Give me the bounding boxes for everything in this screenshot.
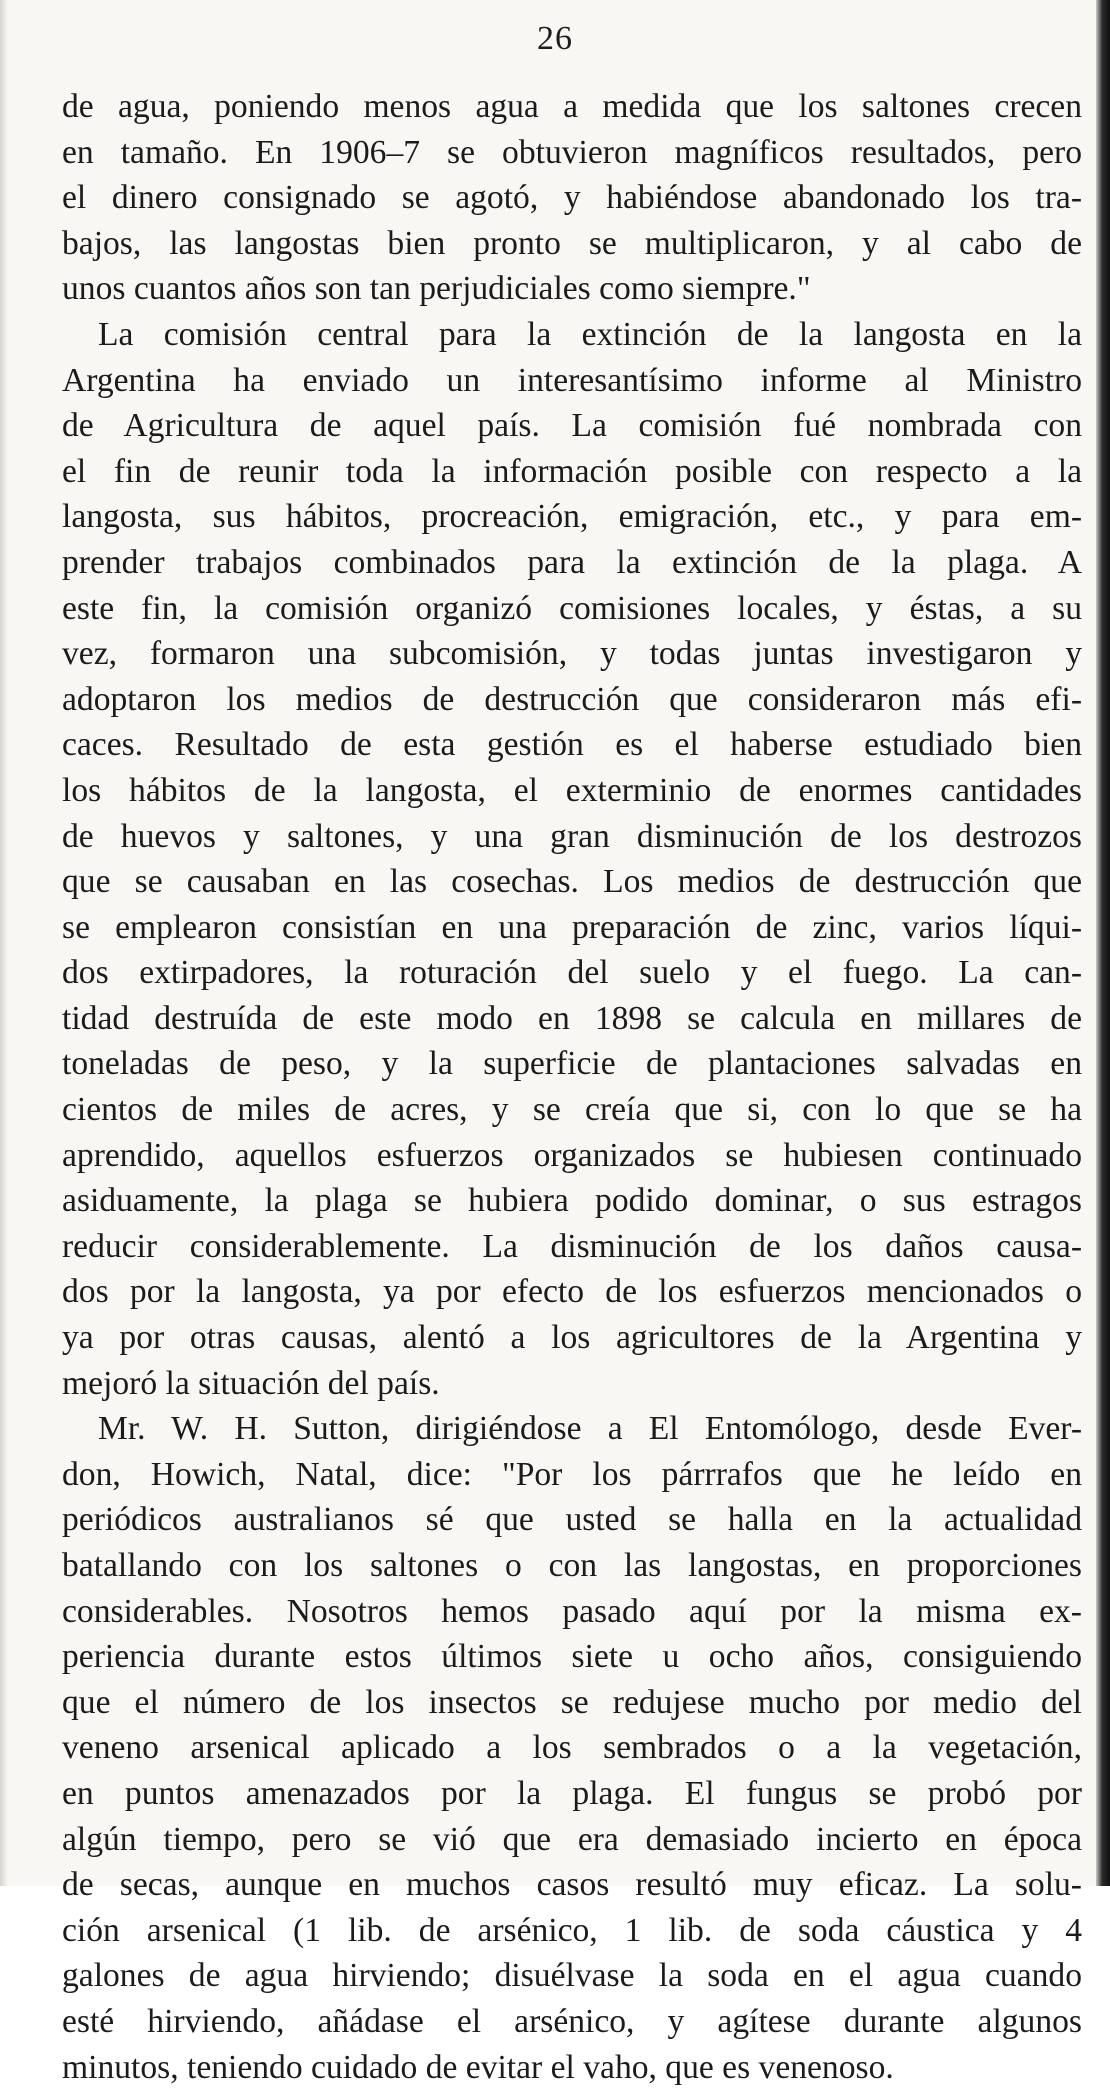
text-line: los hábitos de la langosta, el exterminio de enormes cantidades [62,771,1082,809]
text-line: se emplearon consistían en una preparación de zinc, varios líqui- [62,908,1082,946]
text-line: asiduamente, la plaga se hubiera podido dominar, o sus estragos [62,1182,1082,1220]
text-line: cientos de miles de acres, y se creía que si, con lo que se ha [62,1091,1082,1129]
page-number: 26 [537,20,573,57]
text-line: que se causaban en las cosechas. Los medios de destrucción que [62,863,1082,901]
text-line: esté hirviendo, añádase el arsénico, y agítese durante algunos [62,2002,1082,2040]
text-line: veneno arsenical aplicado a los sembrados o a la vegetación, [62,1729,1082,1767]
text-line: batallando con los saltones o con las langostas, en proporciones [62,1547,1082,1584]
text-line: tidad destruída de este modo en 1898 se calcula en millares de [62,999,1082,1037]
text-line: galones de agua hirviendo; disuélvase la soda en el agua cuando [62,1957,1082,1995]
text-line: caces. Resultado de esta gestión es el haberse estudiado bien [62,726,1082,764]
text-line: aprendido, aquellos esfuerzos organizados se hubiesen continuado [62,1136,1082,1174]
text-line: minutos, teniendo cuidado de evitar el vaho, que es venenoso. [62,2048,894,2086]
text-line: periódicos australianos sé que usted se halla en la actualidad [62,1501,1082,1539]
text-line: dos extirpadores, la roturación del suelo y el fuego. La can- [62,954,1082,992]
page-left-shadow [0,0,8,1886]
text-line: que el número de los insectos se redujese mucho por medio del [62,1683,1082,1721]
text-line: Mr. W. H. Sutton, dirigiéndose a El Entomólogo, desde Ever- [98,1410,1082,1448]
text-line: adoptaron los medios de destrucción que consideraron más efi- [62,680,1082,718]
text-line: considerables. Nosotros hemos pasado aquí por la misma ex- [62,1592,1082,1630]
text-line: periencia durante estos últimos siete u ocho años, consiguiendo [62,1638,1082,1676]
text-line: de huevos y saltones, y una gran disminución de los destrozos [62,817,1082,855]
text-line: La comisión central para la extinción de la langosta en la [98,315,1082,353]
text-line: el fin de reunir toda la información posible con respecto a la [62,452,1082,490]
text-line: prender trabajos combinados para la extinción de la plaga. A [62,543,1082,581]
text-line: bajos, las langostas bien pronto se multiplicaron, y al cabo de [62,224,1082,262]
text-line: langosta, sus hábitos, procreación, emigración, etc., y para em- [62,498,1082,536]
text-line: de secas, aunque en muchos casos resultó muy eficaz. La solu- [62,1866,1082,1904]
text-line: dos por la langosta, ya por efecto de los esfuerzos mencionados o [62,1273,1082,1311]
text-line: Argentina ha enviado un interesantísimo informe al Ministro [62,361,1082,399]
text-line: de agua, poniendo menos agua a medida que los saltones crecen [62,88,1082,125]
text-line: unos cuantos años son tan perjudiciales como siempre." [62,270,811,308]
text-line: de Agricultura de aquel país. La comisión fué nombrada con [62,407,1082,445]
text-line: el dinero consignado se agotó, y habiéndose abandonado los tra- [62,179,1082,217]
page-binding-edge [1096,0,1110,1886]
body-text [62,84,1082,2090]
text-line: ya por otras causas, alentó a los agricultores de la Argentina y [62,1319,1082,1357]
text-line: mejoró la situación del país. [62,1364,440,1402]
text-line: este fin, la comisión organizó comisiones locales, y éstas, a su [62,589,1082,627]
text-line: toneladas de peso, y la superficie de plantaciones salvadas en [62,1045,1082,1083]
text-line: vez, formaron una subcomisión, y todas juntas investigaron y [62,635,1082,673]
text-line: don, Howich, Natal, dice: "Por los párrrafos que he leído en [62,1455,1082,1493]
text-line: en puntos amenazados por la plaga. El fungus se probó por [62,1774,1082,1812]
text-line: ción arsenical (1 lib. de arsénico, 1 lib. de soda cáustica y 4 [62,1911,1082,1949]
text-line: en tamaño. En 1906–7 se obtuvieron magníficos resultados, pero [62,133,1082,171]
text-line: reducir considerablemente. La disminución de los daños causa- [62,1227,1082,1265]
text-line: algún tiempo, pero se vió que era demasiado incierto en época [62,1820,1082,1858]
